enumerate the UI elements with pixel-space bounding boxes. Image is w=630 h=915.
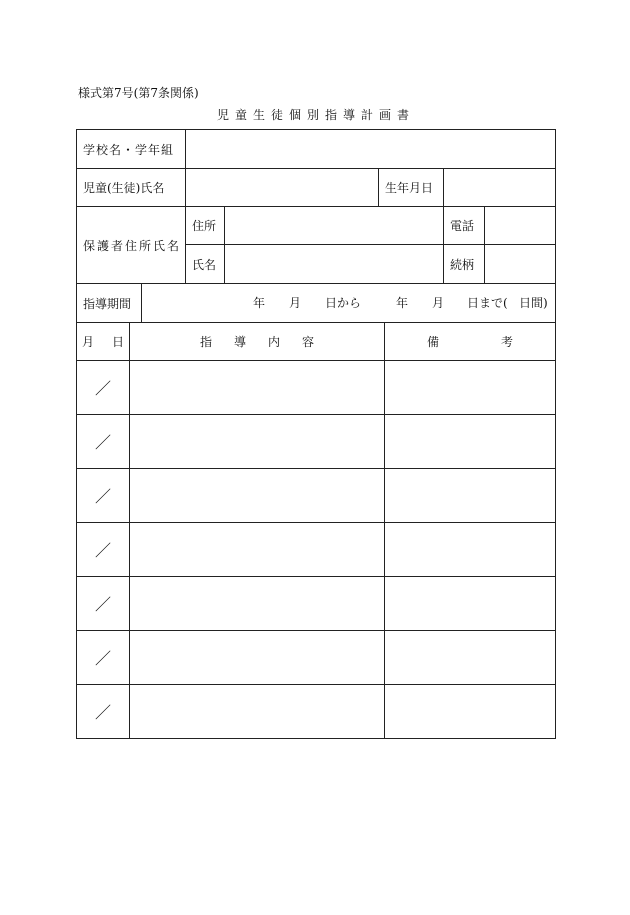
birthdate-label-cell [378,168,444,207]
header-content-char-2: 導 [233,335,246,349]
log-row-remarks-cell[interactable] [384,684,556,739]
student-name-input-cell[interactable] [185,168,379,207]
log-row-remarks-cell[interactable] [384,414,556,469]
relation-input-cell[interactable] [484,244,556,284]
birthdate-input-cell[interactable] [443,168,556,207]
log-row-remarks-cell[interactable] [384,522,556,577]
log-row-content-cell[interactable] [129,414,385,469]
guardian-label-cell [76,206,186,284]
log-header-content [129,322,385,361]
date-slash: ／ [94,433,111,452]
date-slash: ／ [94,379,111,398]
log-row-date-cell[interactable] [76,414,130,469]
phone-input-cell[interactable] [484,206,556,245]
header-content-char-1: 指 [199,335,212,349]
period-day-to: 日まで( [467,296,508,310]
date-slash: ／ [94,703,111,722]
log-row-remarks-cell[interactable] [384,630,556,685]
log-row-remarks-cell[interactable] [384,576,556,631]
header-remarks-char-2: 考 [501,335,514,349]
header-month: 月 [81,335,94,349]
log-row-content-cell[interactable] [129,468,385,523]
period-label-cell [76,283,142,323]
log-row-date-cell[interactable] [76,522,130,577]
period-year-from: 年 [253,296,266,310]
log-row-content-cell[interactable] [129,684,385,739]
date-slash: ／ [94,595,111,614]
guardian-name-input-cell[interactable] [224,244,444,284]
relation-label-cell [443,244,485,284]
address-label: 住所 [192,219,217,233]
date-slash: ／ [94,541,111,560]
log-row-remarks-cell[interactable] [384,468,556,523]
period-day-from: 日から [325,296,362,310]
date-slash: ／ [94,487,111,506]
student-label-cell [76,168,186,207]
school-label-cell [76,129,186,169]
header-day: 日 [112,335,125,349]
date-slash: ／ [94,649,111,668]
header-content-char-4: 容 [302,335,315,349]
name-label-cell [185,244,225,284]
period-label: 指導期間 [83,296,132,311]
header-content-char-3: 内 [268,335,281,349]
log-row-content-cell[interactable] [129,576,385,631]
student-label: 児童(生徒)氏名 [83,181,165,195]
birthdate-label: 生年月日 [385,181,434,195]
period-month-to: 月 [432,296,445,310]
phone-label-cell [443,206,485,245]
log-header-remarks [384,322,556,361]
address-input-cell[interactable] [224,206,444,245]
log-row-date-cell[interactable] [76,576,130,631]
form-number: 様式第7号(第7条関係) [78,86,199,100]
phone-label: 電話 [450,219,475,233]
relation-label: 続柄 [450,257,475,272]
document-title: 児童生徒個別指導計画書 [216,108,415,122]
school-label: 学校名・学年組 [83,142,175,157]
name-label: 氏名 [192,257,217,272]
log-row-content-cell[interactable] [129,630,385,685]
log-row-date-cell[interactable] [76,468,130,523]
period-month-from: 月 [289,296,302,310]
log-row-date-cell[interactable] [76,360,130,415]
header-remarks-char-1: 備 [426,335,439,349]
log-row-remarks-cell[interactable] [384,360,556,415]
period-days: 日間) [519,296,548,310]
log-row-content-cell[interactable] [129,360,385,415]
log-row-date-cell[interactable] [76,630,130,685]
log-header-date [76,322,130,361]
guardian-label: 保護者住所氏名 [83,238,182,253]
school-input-cell[interactable] [185,129,556,169]
log-row-content-cell[interactable] [129,522,385,577]
log-row-date-cell[interactable] [76,684,130,739]
period-year-to: 年 [396,296,409,310]
address-label-cell [185,206,225,245]
